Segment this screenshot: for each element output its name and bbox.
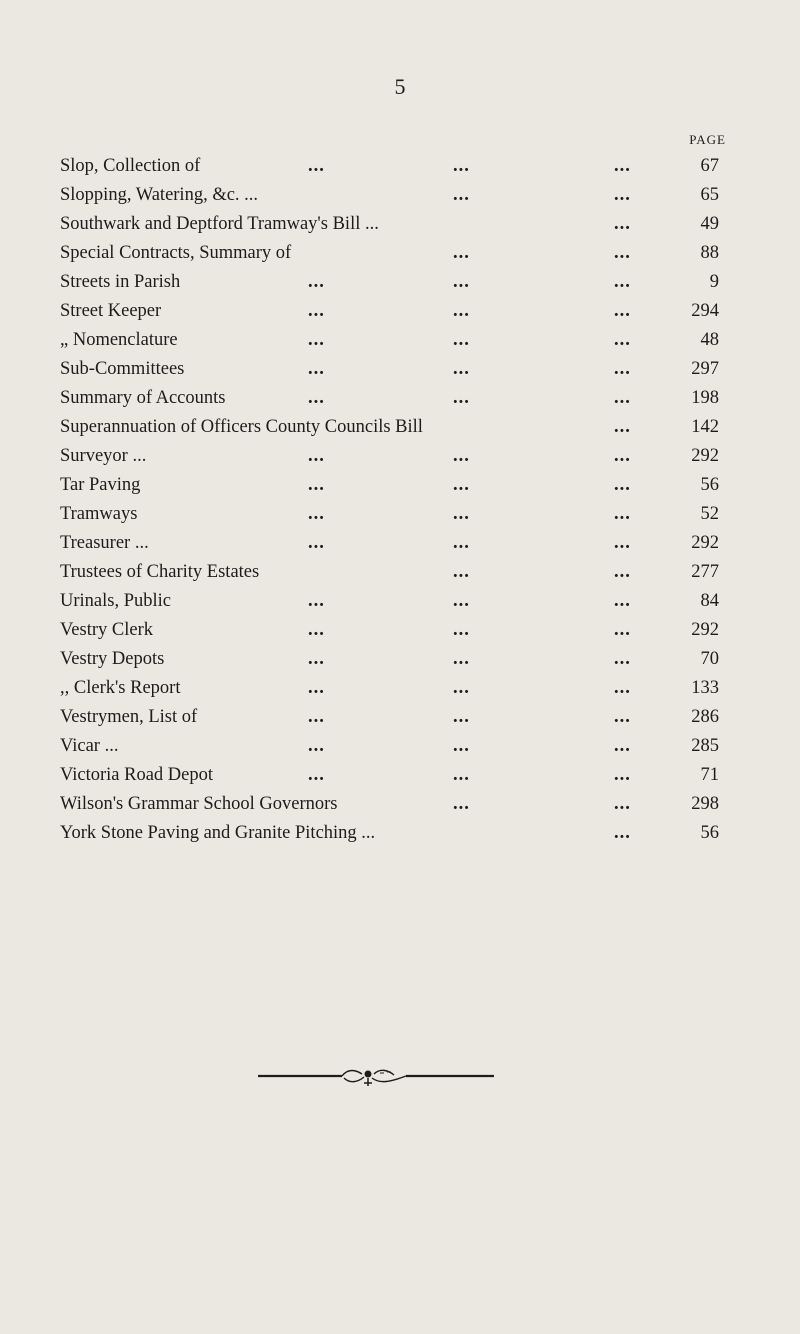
- leader-dots: ...: [308, 330, 325, 350]
- leader-dots: ...: [453, 649, 470, 669]
- leader-dots: ...: [453, 388, 470, 408]
- decorative-rule-ornament: [256, 1064, 496, 1088]
- entry-label: Urinals, Public: [60, 591, 171, 611]
- index-entry: [60, 270, 740, 299]
- entry-page-number: 48: [700, 330, 719, 350]
- index-entry: [60, 299, 740, 328]
- index-entry: [60, 473, 740, 502]
- leader-dots: ...: [453, 446, 470, 466]
- leader-dots: ...: [614, 678, 631, 698]
- entry-label: Tar Paving: [60, 475, 141, 495]
- leader-dots: ...: [614, 794, 631, 814]
- leader-dots: ...: [453, 678, 470, 698]
- entry-label: Slop, Collection of: [60, 156, 201, 176]
- index-entry: [60, 676, 740, 705]
- index-entry: [60, 357, 740, 386]
- leader-dots: ...: [614, 736, 631, 756]
- leader-dots: ...: [453, 359, 470, 379]
- leader-dots: ...: [308, 707, 325, 727]
- leader-dots: ...: [308, 678, 325, 698]
- leader-dots: ...: [308, 649, 325, 669]
- entry-label: Treasurer ...: [60, 533, 149, 553]
- leader-dots: ...: [614, 388, 631, 408]
- entry-page-number: 133: [691, 678, 719, 698]
- entry-page-number: 198: [691, 388, 719, 408]
- leader-dots: ...: [614, 243, 631, 263]
- leader-dots: ...: [453, 562, 470, 582]
- entry-label: Victoria Road Depot: [60, 765, 214, 785]
- leader-dots: ...: [308, 591, 325, 611]
- leader-dots: ...: [453, 736, 470, 756]
- index-entry: [60, 589, 740, 618]
- entry-page-number: 292: [691, 533, 719, 553]
- entry-label: Surveyor ...: [60, 446, 147, 466]
- entry-page-number: 88: [700, 243, 719, 263]
- leader-dots: ...: [614, 156, 631, 176]
- leader-dots: ...: [614, 649, 631, 669]
- page-number: 5: [394, 74, 406, 99]
- index-entry: [60, 444, 740, 473]
- index-list: [60, 154, 740, 850]
- entry-page-number: 52: [700, 504, 719, 524]
- entry-page-number: 298: [691, 794, 719, 814]
- entry-label: Vestry Depots: [60, 649, 165, 669]
- leader-dots: ...: [308, 446, 325, 466]
- entry-label: Vicar ...: [60, 736, 119, 756]
- entry-page-number: 9: [709, 272, 719, 292]
- leader-dots: ...: [614, 214, 631, 234]
- leader-dots: ...: [453, 533, 470, 553]
- entry-label: „ Nomenclature: [60, 330, 178, 350]
- leader-dots: ...: [614, 504, 631, 524]
- entry-page-number: 49: [700, 214, 719, 234]
- leader-dots: ...: [614, 765, 631, 785]
- entry-page-number: 285: [691, 736, 719, 756]
- leader-dots: ...: [308, 765, 325, 785]
- entry-page-number: 56: [700, 475, 719, 495]
- entry-page-number: 286: [691, 707, 719, 727]
- leader-dots: ...: [308, 272, 325, 292]
- index-entry: [60, 183, 740, 212]
- entry-label: Streets in Parish: [60, 272, 181, 292]
- leader-dots: ...: [614, 446, 631, 466]
- entry-label: Street Keeper: [60, 301, 162, 321]
- entry-page-number: 297: [691, 359, 719, 379]
- leader-dots: ...: [453, 620, 470, 640]
- leader-dots: ...: [308, 359, 325, 379]
- leader-dots: ...: [453, 156, 470, 176]
- leader-dots: ...: [453, 707, 470, 727]
- leader-dots: ...: [614, 417, 631, 437]
- entry-label: Sub-Committees: [60, 359, 185, 379]
- leader-dots: ...: [308, 620, 325, 640]
- entry-page-number: 292: [691, 446, 719, 466]
- leader-dots: ...: [614, 330, 631, 350]
- leader-dots: ...: [614, 620, 631, 640]
- index-entry: [60, 705, 740, 734]
- index-entry: [60, 386, 740, 415]
- entry-label: Trustees of Charity Estates: [60, 562, 260, 582]
- index-entry: [60, 212, 740, 241]
- entry-label: Special Contracts, Summary of: [60, 243, 292, 263]
- leader-dots: ...: [453, 794, 470, 814]
- entry-page-number: 67: [700, 156, 719, 176]
- entry-page-number: 70: [700, 649, 719, 669]
- index-entry: [60, 531, 740, 560]
- index-entry: [60, 734, 740, 763]
- leader-dots: ...: [308, 388, 325, 408]
- index-entry: [60, 560, 740, 589]
- entry-label: Summary of Accounts: [60, 388, 226, 408]
- leader-dots: ...: [453, 330, 470, 350]
- leader-dots: ...: [614, 562, 631, 582]
- index-entry: [60, 763, 740, 792]
- entry-label: ,, Clerk's Report: [60, 678, 181, 698]
- entry-page-number: 65: [700, 185, 719, 205]
- leader-dots: ...: [453, 591, 470, 611]
- leader-dots: ...: [614, 185, 631, 205]
- index-entry: [60, 154, 740, 183]
- leader-dots: ...: [614, 823, 631, 843]
- leader-dots: ...: [614, 707, 631, 727]
- leader-dots: ...: [308, 156, 325, 176]
- entry-label: Vestrymen, List of: [60, 707, 198, 727]
- leader-dots: ...: [308, 301, 325, 321]
- leader-dots: ...: [614, 359, 631, 379]
- entry-label: Vestry Clerk: [60, 620, 153, 640]
- entry-label: York Stone Paving and Granite Pitching ...: [60, 823, 376, 843]
- entry-label: Southwark and Deptford Tramway's Bill ...: [60, 214, 379, 234]
- entry-page-number: 84: [700, 591, 719, 611]
- leader-dots: ...: [614, 475, 631, 495]
- entry-page-number: 277: [691, 562, 719, 582]
- index-entry: [60, 792, 740, 821]
- page-column-header: PAGE: [689, 132, 726, 147]
- leader-dots: ...: [453, 243, 470, 263]
- index-entry: [60, 415, 740, 444]
- leader-dots: ...: [308, 533, 325, 553]
- leader-dots: ...: [614, 591, 631, 611]
- entry-label: Superannuation of Officers County Councils Bill: [60, 417, 423, 437]
- leader-dots: ...: [614, 301, 631, 321]
- entry-page-number: 292: [691, 620, 719, 640]
- index-entry: [60, 647, 740, 676]
- leader-dots: ...: [614, 533, 631, 553]
- index-entry: [60, 502, 740, 531]
- leader-dots: ...: [453, 765, 470, 785]
- leader-dots: ...: [614, 272, 631, 292]
- entry-page-number: 71: [700, 765, 719, 785]
- entry-page-number: 56: [700, 823, 719, 843]
- leader-dots: ...: [308, 504, 325, 524]
- entry-label: Tramways: [60, 504, 138, 524]
- index-entry: [60, 821, 740, 850]
- entry-label: Slopping, Watering, &c. ...: [60, 185, 259, 205]
- leader-dots: ...: [308, 475, 325, 495]
- leader-dots: ...: [453, 475, 470, 495]
- index-entry: [60, 328, 740, 357]
- entry-page-number: 294: [691, 301, 719, 321]
- leader-dots: ...: [453, 272, 470, 292]
- leader-dots: ...: [308, 736, 325, 756]
- leader-dots: ...: [453, 301, 470, 321]
- entry-page-number: 142: [691, 417, 719, 437]
- leader-dots: ...: [453, 185, 470, 205]
- index-entry: [60, 618, 740, 647]
- entry-label: Wilson's Grammar School Governors: [60, 794, 338, 814]
- index-entry: [60, 241, 740, 270]
- leader-dots: ...: [453, 504, 470, 524]
